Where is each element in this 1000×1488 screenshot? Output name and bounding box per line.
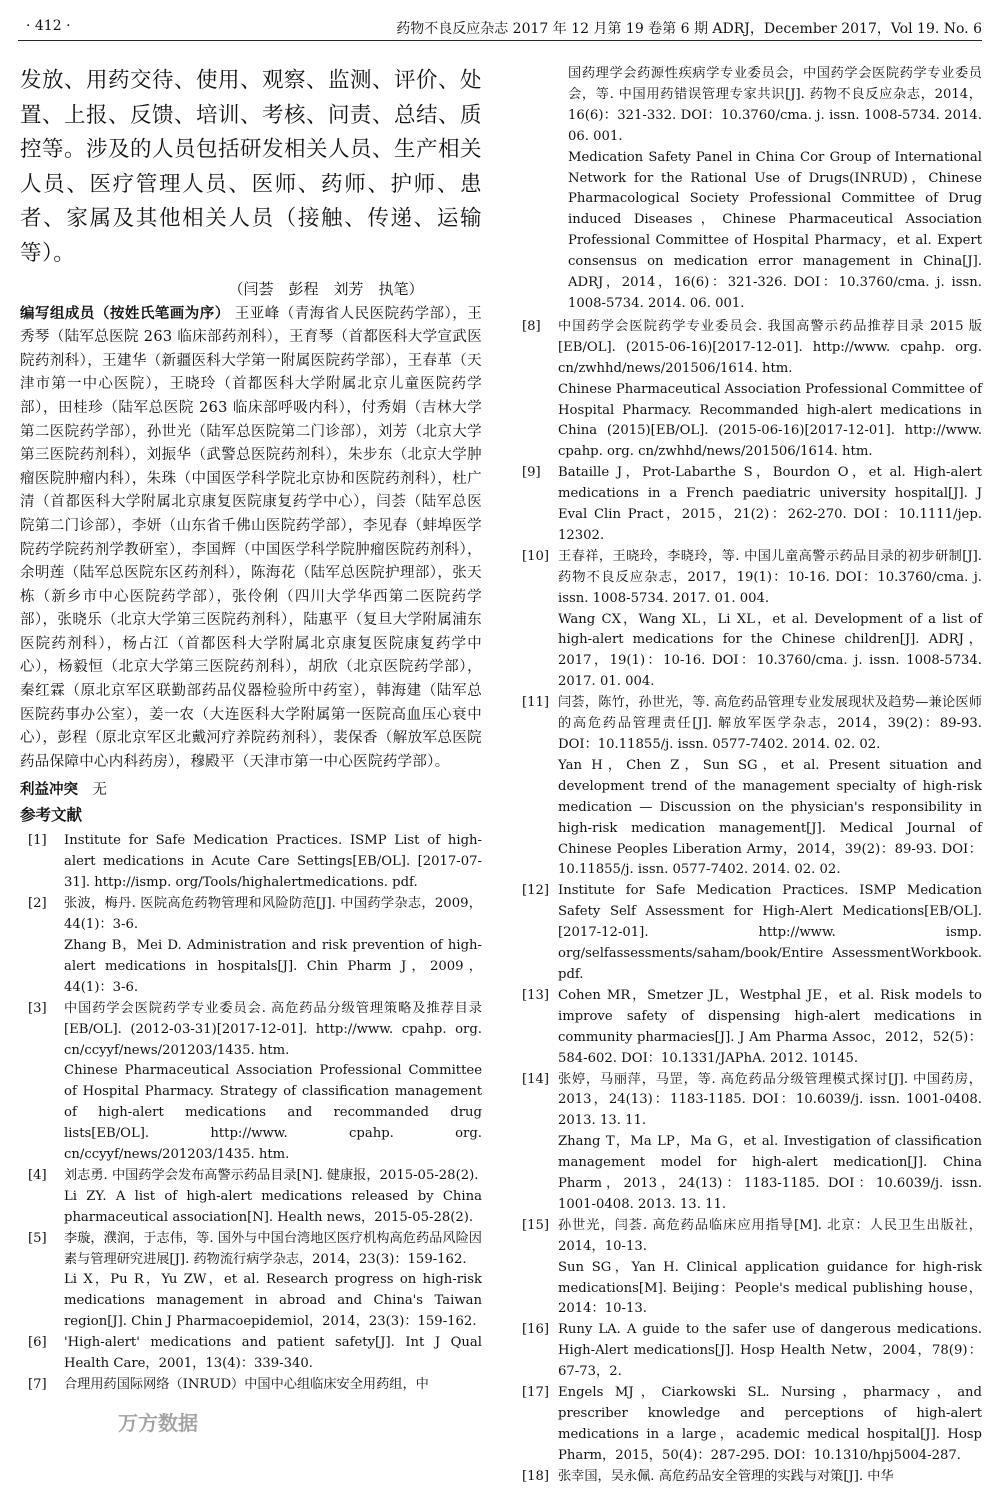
reference-citation: Bataille J，Prot-Labarthe S，Bourdon O，et al. High-alert medications in a French paediatric university hospital[J]. J Eval Clin Pract，2015，21(2)：262-270. DOI：10.1111/jep. 12302. — [558, 465, 982, 543]
coi-text: 无 — [78, 782, 107, 799]
reference-number: [5] — [28, 1230, 47, 1246]
page-number: · 412 · — [26, 18, 71, 34]
reference-7-english: Medication Safety Panel in China Cor Group of International Network for the Rational Use of Drugs(INRUD)，Chinese Pharmacological Society Professional Committee of Drug induced Diseases，Chinese Pharmaceutical Association Professional Committee of Hospital Pharmacy，et al. Expert consensus on medication error management in China[J]. ADRJ，2014，16(6)：321-326. DOI：10.3760/cma. j. issn. 1008-5734. 2014. 06. 001. — [568, 149, 982, 311]
reference-english: Zhang T，Ma LP，Ma G，et al. Investigation of classification management model for high-alert medication[J]. China Pharm，2013，24(13)：1183-1185. DOI：10.6039/j. issn. 1001-0408. 2013. 13. 11. — [558, 1134, 982, 1212]
reference-english: Wang CX，Wang XL，Li XL，et al. Development of a list of high-alert medications for the Chinese children[J]. ADRJ，2017，19(1)：10-16. DOI：10.3760/cma. j. issn. 1008-5734. 2017. 01. 004. — [558, 611, 982, 690]
reference-number: [8] — [522, 318, 541, 334]
reference-text — [64, 1229, 482, 1334]
reference-text — [64, 831, 482, 894]
reference-number: [9] — [522, 465, 541, 481]
reference-text — [558, 463, 982, 547]
reference-english: Sun SG，Yan H. Clinical application guidance for high-risk medications[M]. Beijing：People's medical publishing house，2014：10-13. — [558, 1259, 982, 1317]
reference-number: [15] — [522, 1217, 550, 1233]
reference-citation: Engels MJ，Ciarkowski SL. Nursing，pharmacy，and prescriber knowledge and perceptions of high-alert medications in a large，academic medical hospital[J]. Hosp Pharm，2015，50(4)：287-295. DOI：10.1310/hpj5004-287. — [558, 1385, 982, 1463]
reference-text — [558, 317, 982, 463]
reference-item — [20, 1375, 482, 1396]
reference-item — [514, 547, 982, 693]
reference-number: [6] — [28, 1335, 47, 1351]
members-label: 编写组成员（按姓氏笔画为序） — [20, 305, 230, 322]
reference-item — [514, 881, 982, 986]
reference-number: [2] — [28, 896, 47, 912]
references-title: 参考文献 — [20, 806, 83, 825]
reference-item — [514, 1070, 982, 1216]
running-header — [18, 10, 982, 41]
reference-citation: 王春祥，王晓玲，李晓玲，等. 中国儿童高警示药品目录的初步研制[J]. 药物不良反应杂志，2017，19(1)：10-16. DOI：10.3760/cma. j. issn. 1008-5734. 2017. 01. 004. — [558, 548, 982, 606]
reference-text — [64, 894, 482, 999]
wanfang-watermark: 万方数据 — [118, 1411, 198, 1435]
reference-item — [20, 1166, 482, 1229]
reference-7-continuation: 国药理学会药源性疾病学专业委员会，中国药学会医院药学专业委员会，等. 中国用药错误管理专家共识[J]. 药物不良反应杂志，2014，16(6)：321-332. DOI：10.3760/cma. j. issn. 1008-5734. 2014. 06. 001. — [568, 66, 982, 144]
reference-citation: 张波，梅丹. 医院高危药物管理和风险防范[J]. 中国药学杂志，2009，44(1)：3-6. — [64, 896, 482, 933]
right-column — [514, 64, 982, 1488]
reference-number: [14] — [522, 1071, 550, 1087]
reference-text — [558, 881, 982, 986]
reference-number: [11] — [522, 695, 550, 711]
writing-authors: （闫荟 彭程 刘芳 执笔） — [228, 279, 424, 298]
reference-citation: 合理用药国际网络（INRUD）中国中心组临床安全用药组，中 — [64, 1377, 429, 1392]
reference-text — [558, 1467, 982, 1488]
reference-english: Yan H，Chen Z，Sun SG，et al. Present situation and development trend of the management specialty of high-risk medication — Discussion on the physician's responsibility in high-risk medication management[J]. Medical Journal of Chinese Peoples Liberation Army，2014，39(2)：89-93. DOI：10.11855/j. issn. 0577-7402. 2014. 02. 02. — [558, 757, 982, 878]
reference-citation: 张幸国，吴永佩. 高危药品安全管理的实践与对策[J]. 中华 — [558, 1468, 894, 1484]
reference-item — [20, 999, 482, 1166]
coi-label: 利益冲突 — [20, 782, 78, 799]
reference-item — [514, 317, 982, 463]
reference-text — [558, 1216, 982, 1321]
reference-english: Li ZY. A list of high-alert medications released by China pharmaceutical association[N]. Health news，2015-05-28(2). — [64, 1188, 482, 1225]
reference-english: Chinese Pharmaceutical Association Professional Committee of Hospital Pharmacy. Strategy of classification management of high-alert medications and recommanded drug lists[EB/OL]. http://www. cpahp. org. cn/ccyyf/news/201203/1435. htm. — [64, 1063, 482, 1163]
reference-item — [514, 1216, 982, 1321]
reference-citation: 李璇，濮润，于志伟，等. 国外与中国台湾地区医疗机构高危药品风险因素与管理研究进展[J]. 药物流行病学杂志，2014，23(3)：159-162. — [64, 1230, 482, 1267]
reference-number: [18] — [522, 1468, 550, 1484]
reference-citation: 张婷，马丽萍，马罡，等. 高危药品分级管理模式探讨[J]. 中国药房，2013，24(13)：1183-1185. DOI：10.6039/j. issn. 1001-0408. 2013. 13. 11. — [558, 1071, 982, 1129]
reference-item — [514, 1320, 982, 1383]
reference-text — [558, 1070, 982, 1216]
reference-item — [20, 831, 482, 894]
reference-number: [12] — [522, 883, 550, 899]
committee-members — [20, 303, 482, 775]
reference-text — [558, 986, 982, 1070]
reference-text — [64, 1375, 482, 1396]
reference-citation: Institute for Safe Medication Practices. ISMP Medication Safety Self Assessment for High-Alert Medications[EB/OL]. [2017-12-01]. http://www. ismp. org/selfassessments/saham/book/Entire AssessmentWorkbook. pdf. — [558, 883, 982, 982]
conflict-of-interest — [20, 778, 482, 799]
reference-text — [64, 1333, 482, 1375]
reference-text — [558, 547, 982, 693]
members-text: 王亚峰（青海省人民医院药学部），王秀琴（陆军总医院 263 临床部药剂科），王育琴（首都医科大学宣武医院药剂科），王建华（新疆医科大学第一附属医院药学部），王春革（天津市第一中心医院），王晓玲（首都医科大学附属北京儿童医院药学部），田桂珍（陆军总医院 263 临床部呼吸内科），付秀娟（吉林大学第二医院药学部），孙世光（陆军总医院第二门诊部），刘芳（北京大学第三医院药剂科），刘振华（武警总医院药剂科），朱步东（北京大学肿瘤医院肿瘤内科），朱珠（中国医学科学院北京协和医院药剂科），杜广清（首都医科大学附属北京康复医院康复药学中心），闫荟（陆军总医院第二门诊部），李妍（山东省千佛山医院药学部），李见春（蚌埠医学院药学院药剂学教研室），李国辉（中国医学科学院肿瘤医院药剂科），余明莲（陆军总医院东区药剂科），陈海花（陆军总医院护理部），张天栋（新乡市中心医院药学部），张伶俐（四川大学华西第二医院药学部），张晓乐（北京大学第三医院药剂科），陆惠平（复旦大学附属浦东医院药剂科），杨占江（首都医科大学附属北京康复医院康复药学中心），杨毅恒（北京大学第三医院药剂科），胡欣（北京医院药学部），秦红霖（原北京军区联勤部药品仪器检验所中药室），韩海建（陆军总医院药事办公室），姜一农（大连医科大学附属第一医院高血压心衰中心），彭程（原北京军区北戴河疗养院药剂科），裴保香（解放军总医院药品保障中心内科药房），穆殿平（天津市第一中心医院药学部）。 — [20, 305, 482, 770]
reference-number: [3] — [28, 1000, 47, 1016]
reference-text — [558, 1383, 982, 1467]
reference-item — [20, 894, 482, 999]
reference-citation: 'High-alert' medications and patient safety[J]. Int J Qual Health Care，2001，13(4)：339-340. — [64, 1335, 482, 1372]
reference-text — [558, 693, 982, 881]
reference-number: [13] — [522, 987, 550, 1003]
reference-item — [514, 986, 982, 1070]
reference-citation: Institute for Safe Medication Practices. ISMP List of high-alert medications in Acute Care Settings[EB/OL]. [2017-07-31]. http://ismp. org/Tools/highalertmedications. pdf. — [64, 833, 482, 891]
reference-text — [558, 1320, 982, 1383]
reference-item — [514, 1467, 982, 1488]
reference-number: [17] — [522, 1385, 550, 1401]
reference-citation: Cohen MR，Smetzer JL，Westphal JE，et al. Risk models to improve safety of dispensing high-alert medications in community pharmacies[J]. J Am Pharma Assoc，2012，52(5)：584-602. DOI：10.1331/JAPhA. 2012. 10145. — [558, 987, 982, 1066]
reference-item — [20, 1229, 482, 1334]
reference-citation: 刘志勇. 中国药学会发布高警示药品目录[N]. 健康报，2015-05-28(2). — [64, 1167, 479, 1183]
reference-item — [20, 1333, 482, 1375]
reference-item — [514, 463, 982, 547]
reference-citation: 中国药学会医院药学专业委员会. 高危药品分级管理策略及推荐目录[EB/OL]. (2012-03-31)[2017-12-01]. http://www. cpahp. org. cn/ccyyf/news/201203/1435. htm. — [64, 1000, 482, 1058]
body-paragraph: 发放、用药交待、使用、观察、监测、评价、处置、上报、反馈、培训、考核、问责、总结、质控等。涉及的人员包括研发相关人员、生产相关人员、医疗管理人员、医师、药师、护师、患者、家属及其他相关人员（接触、传递、运输等）。 — [20, 68, 483, 266]
reference-english: Li X，Pu R，Yu ZW，et al. Research progress on high-risk medications management in abroad and China's Taiwan region[J]. Chin J Pharmacoepidemiol，2014，23(3)：159-162. — [64, 1272, 482, 1330]
reference-citation: 中国药学会医院药学专业委员会. 我国高警示药品推荐目录 2015 版[EB/OL]. (2015-06-16)[2017-12-01]. http://www. cpahp. org. cn/zwhhd/news/201506/1614. htm. — [558, 318, 982, 376]
reference-text — [64, 999, 482, 1166]
reference-english: Chinese Pharmaceutical Association Professional Committee of Hospital Pharmacy. Recommanded high-alert medications in China (2015)[EB/OL]. (2015-06-16)[2017-12-01]. http://www. cpahp. org. cn/zwhhd/news/201506/1614. htm. — [558, 381, 982, 460]
reference-item — [514, 693, 982, 881]
references-list-right — [514, 317, 982, 1488]
reference-number: [4] — [28, 1167, 47, 1183]
reference-number: [7] — [28, 1377, 47, 1392]
reference-number: [10] — [522, 548, 550, 564]
reference-citation: 闫荟，陈竹，孙世光，等. 高危药品管理专业发展现状及趋势—兼论医师的高危药品管理责任[J]. 解放军医学杂志，2014，39(2)：89-93. DOI：10.11855/j. issn. 0577-7402. 2014. 02. 02. — [558, 695, 982, 752]
journal-citation: 药物不良反应杂志 2017 年 12 月第 19 卷第 6 期 ADRJ，December 2017，Vol 19. No. 6 — [396, 21, 982, 37]
left-column — [20, 64, 482, 1396]
reference-number: [16] — [522, 1322, 550, 1338]
references-list-left — [20, 831, 482, 1395]
reference-citation: Runy LA. A guide to the safer use of dangerous medications. High-Alert medications[J]. Hosp Health Netw，2004，78(9)：67-73，2. — [558, 1322, 982, 1380]
reference-text — [64, 1166, 482, 1229]
reference-citation: 孙世光，闫荟. 高危药品临床应用指导[M]. 北京：人民卫生出版社，2014，10-13. — [558, 1217, 982, 1254]
reference-english: Zhang B，Mei D. Administration and risk prevention of high-alert medications in hospitals[J]. Chin Pharm J，2009，44(1)：3-6. — [64, 937, 482, 995]
reference-number: [1] — [28, 833, 47, 849]
reference-item — [514, 1383, 982, 1467]
